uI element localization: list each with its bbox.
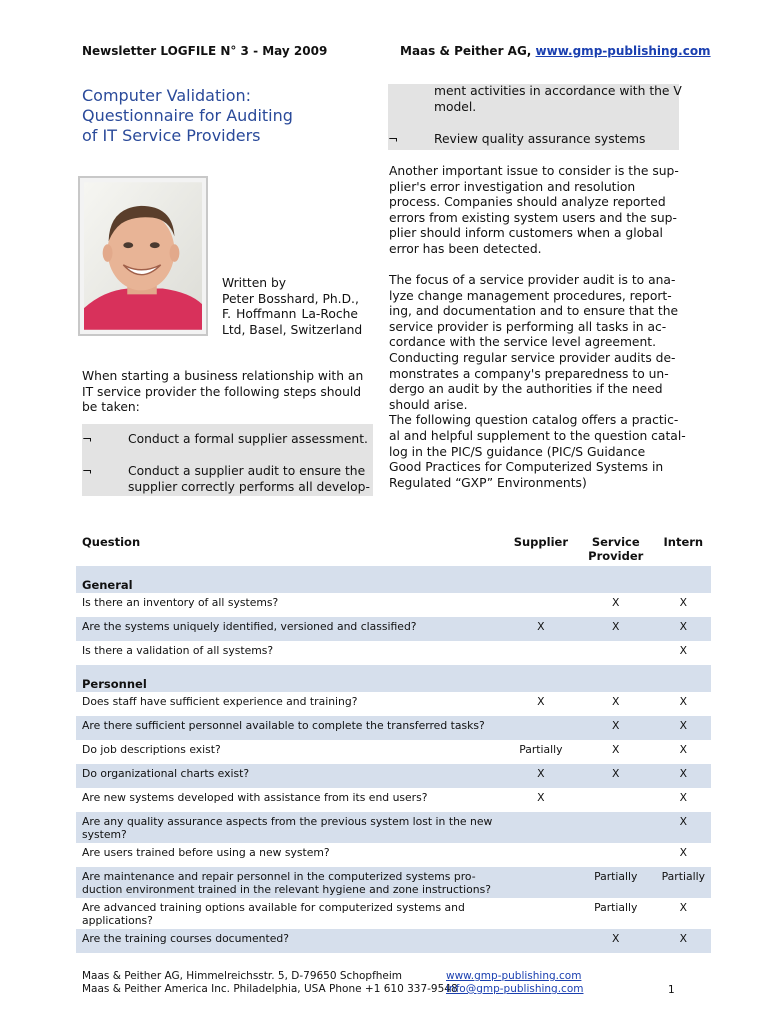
question-text-line: Are new systems developed with assistance from its end users? — [82, 791, 428, 804]
service-provider-cell: X — [576, 929, 656, 953]
question-cell — [76, 593, 506, 617]
question-cell — [76, 764, 506, 788]
bullet-item — [82, 464, 373, 480]
supplier-cell: X — [506, 764, 576, 788]
bullet-text: model. — [434, 100, 477, 114]
question-cell — [76, 867, 506, 898]
table-row — [76, 788, 711, 812]
bullet-item-continued — [82, 480, 373, 496]
section-spacer — [76, 665, 711, 673]
footer-line1-left: Maas & Peither AG, Himmelreichsstr. 5, D-79650 Schopfheim — [82, 970, 403, 982]
table-row — [76, 867, 711, 898]
section-title: General — [76, 574, 711, 593]
question-text-line: applications? — [82, 914, 153, 927]
title-line: Computer Validation: — [82, 86, 252, 105]
section-spacer-cell — [76, 665, 711, 673]
paragraph-supplier-errors — [389, 164, 679, 258]
supplier-cell — [506, 929, 576, 953]
question-text-line: Are any quality assurance aspects from the previous system lost in the new — [82, 815, 493, 828]
title-line: of IT Service Providers — [82, 126, 261, 145]
table-row — [76, 740, 711, 764]
intro-paragraph — [82, 369, 362, 416]
questionnaire-table — [76, 533, 711, 953]
paragraph-line: error has been detected. — [389, 241, 542, 256]
question-text-line: Are the systems uniquely identified, versioned and classified? — [82, 620, 417, 633]
section-spacer — [76, 566, 711, 574]
article-title — [82, 86, 372, 146]
intro-line: be taken: — [82, 400, 140, 415]
bullet-symbol: ¬ — [82, 432, 93, 446]
service-provider-cell: X — [576, 764, 656, 788]
bullet-symbol: ¬ — [388, 132, 399, 146]
header-service-provider — [576, 533, 656, 566]
question-text-line: Is there an inventory of all systems? — [82, 596, 279, 609]
header-website-link[interactable]: www.gmp-publishing.com — [535, 44, 711, 58]
table-row — [76, 812, 711, 843]
supplier-cell — [506, 867, 576, 898]
question-cell — [76, 843, 506, 867]
service-provider-cell — [576, 843, 656, 867]
byline-line: Ltd, Basel, Switzerland — [222, 322, 363, 337]
paragraph-line: ing, and documentation and to ensure that the — [389, 304, 679, 319]
intro-line: IT service provider the following steps should — [82, 384, 362, 399]
supplier-cell — [506, 716, 576, 740]
supplier-cell — [506, 641, 576, 665]
supplier-cell: X — [506, 617, 576, 641]
intern-cell: X — [656, 716, 711, 740]
intern-cell: X — [679, 644, 688, 657]
paragraph-line: monstrates a company's preparedness to un- — [389, 366, 669, 381]
service-provider-cell — [576, 641, 656, 665]
question-cell — [76, 812, 506, 843]
section-header-row — [76, 574, 711, 593]
service-provider-cell — [576, 812, 656, 843]
intern-cell: X — [679, 846, 688, 859]
question-text-line: Do job descriptions exist? — [82, 743, 221, 756]
table-row — [76, 641, 711, 665]
service-provider-cell: X — [612, 743, 620, 756]
title-line: Questionnaire for Auditing — [82, 106, 293, 125]
question-text-line: Are there sufficient personnel available to complete the transferred tasks? — [82, 719, 485, 732]
question-text-line: Is there a validation of all systems? — [82, 644, 274, 657]
intern-cell: Partially — [656, 867, 711, 898]
author-portrait-icon — [84, 182, 202, 330]
intern-cell: X — [679, 596, 688, 609]
header-intern: Intern — [663, 535, 704, 549]
intern-cell: X — [656, 764, 711, 788]
newsletter-header-left: Newsletter LOGFILE N° 3 - May 2009 — [82, 44, 328, 58]
question-text-line: duction environment trained in the relevant hygiene and zone instructions? — [82, 883, 491, 896]
question-cell — [76, 788, 506, 812]
supplier-cell: Partially — [519, 743, 563, 756]
author-photo — [78, 176, 208, 336]
intro-line: When starting a business relationship with an — [82, 369, 364, 383]
question-cell — [76, 692, 506, 716]
paragraph-line: Another important issue to consider is the sup- — [389, 164, 679, 178]
paragraph-line: service provider is performing all tasks in ac- — [389, 319, 667, 334]
intern-cell: X — [679, 901, 688, 914]
bullet-item-continued — [388, 100, 679, 116]
left-bullet-box — [82, 424, 373, 496]
paragraph-line: Regulated “GXP” Environments) — [389, 475, 587, 490]
paragraph-line: The following question catalog offers a practic- — [389, 413, 679, 428]
newsletter-header-right — [400, 44, 711, 58]
bullet-text: ment activities in accordance with the V — [434, 84, 682, 98]
question-cell — [76, 740, 506, 764]
question-text-line: Does staff have sufficient experience and training? — [82, 695, 358, 708]
paragraph-line: should arise. — [389, 397, 468, 412]
table-row — [76, 692, 711, 716]
table-row — [76, 716, 711, 740]
footer-email-link[interactable]: info@gmp-publishing.com — [446, 983, 584, 995]
table-row — [76, 764, 711, 788]
service-provider-cell: Partially — [576, 867, 656, 898]
paragraph-line: errors from existing system users and the sup- — [389, 210, 677, 225]
supplier-cell — [506, 843, 576, 867]
bullet-text: Review quality assurance systems — [434, 132, 646, 146]
question-cell — [76, 929, 506, 953]
bullet-symbol: ¬ — [82, 464, 93, 478]
byline — [222, 276, 363, 338]
question-text-line: Are users trained before using a new system? — [82, 846, 330, 859]
paragraph-line: Conducting regular service provider audits de- — [389, 350, 676, 365]
section-header-row — [76, 673, 711, 692]
question-text-line: Are advanced training options available for computerized systems and — [82, 901, 465, 914]
question-cell — [76, 898, 506, 929]
question-cell — [76, 641, 506, 665]
paragraph-line: plier should inform customers when a global — [389, 226, 663, 241]
paragraph-line: plier's error investigation and resolution — [389, 179, 636, 194]
question-cell — [76, 617, 506, 641]
service-provider-cell: X — [612, 695, 620, 708]
service-provider-cell: Partially — [594, 901, 638, 914]
question-text-line: Are maintenance and repair personnel in the computerized systems pro- — [82, 870, 476, 883]
bullet-item — [388, 132, 679, 148]
paragraph-line: Good Practices for Computerized Systems in — [389, 460, 664, 475]
intern-cell: X — [656, 617, 711, 641]
byline-line: F. Hoffmann La-Roche — [222, 307, 358, 322]
bullet-text: Conduct a supplier audit to ensure the — [128, 464, 366, 478]
header-supplier: Supplier — [513, 535, 568, 549]
paragraph-line: al and helpful supplement to the question catal- — [389, 428, 686, 443]
header-publisher: Maas & Peither AG, — [400, 44, 536, 58]
section-title: Personnel — [76, 673, 711, 692]
header-question: Question — [82, 535, 141, 549]
supplier-cell: X — [537, 695, 545, 708]
page-number: 1 — [668, 984, 675, 996]
question-text-line: Are the training courses documented? — [82, 932, 289, 945]
intern-cell: X — [679, 743, 688, 756]
bullet-item-continued — [388, 84, 682, 100]
service-provider-cell: X — [612, 596, 620, 609]
service-provider-cell — [576, 788, 656, 812]
right-bullet-box — [388, 84, 682, 150]
paragraph-line: process. Companies should analyze reported — [389, 195, 666, 210]
table-row — [76, 929, 711, 953]
table-row — [76, 898, 711, 929]
question-cell — [76, 716, 506, 740]
paragraph-line: log in the PIC/S guidance (PIC/S Guidance — [389, 444, 646, 459]
service-provider-cell: X — [576, 716, 656, 740]
byline-line: Peter Bosshard, Ph.D., — [222, 291, 359, 306]
supplier-cell — [506, 812, 576, 843]
intern-cell: X — [679, 791, 688, 804]
header-service-provider-line1: Service — [591, 535, 640, 549]
section-spacer-cell — [76, 566, 711, 574]
paragraph-line: dergo an audit by the authorities if the need — [389, 382, 663, 397]
header-service-provider-line2: Provider — [588, 549, 644, 563]
service-provider-cell: X — [576, 617, 656, 641]
bullet-item — [82, 432, 373, 448]
table-row — [76, 843, 711, 867]
supplier-cell — [506, 593, 576, 617]
question-text-line: Do organizational charts exist? — [82, 767, 250, 780]
paragraph-audit-focus — [389, 273, 686, 491]
question-text-line: system? — [82, 828, 127, 841]
intern-cell: X — [679, 695, 688, 708]
bullet-text: supplier correctly performs all develop- — [128, 480, 370, 494]
table-body — [76, 566, 711, 953]
paragraph-line: The focus of a service provider audit is to ana- — [389, 273, 676, 287]
supplier-cell — [506, 898, 576, 929]
byline-line: Written by — [222, 276, 287, 290]
bullet-text: Conduct a formal supplier assessment. — [128, 432, 368, 446]
table-header-row — [76, 533, 711, 566]
paragraph-line: cordance with the service level agreement. — [389, 335, 657, 350]
table-row — [76, 593, 711, 617]
footer-line2-left: Maas & Peither America Inc. Philadelphia, USA Phone +1 610 337-9548 — [82, 983, 458, 995]
intern-cell: X — [656, 812, 711, 843]
table-row — [76, 617, 711, 641]
paragraph-line: lyze change management procedures, report- — [389, 288, 672, 303]
supplier-cell: X — [537, 791, 545, 804]
footer-website-link[interactable]: www.gmp-publishing.com — [446, 970, 582, 982]
intern-cell: X — [656, 929, 711, 953]
